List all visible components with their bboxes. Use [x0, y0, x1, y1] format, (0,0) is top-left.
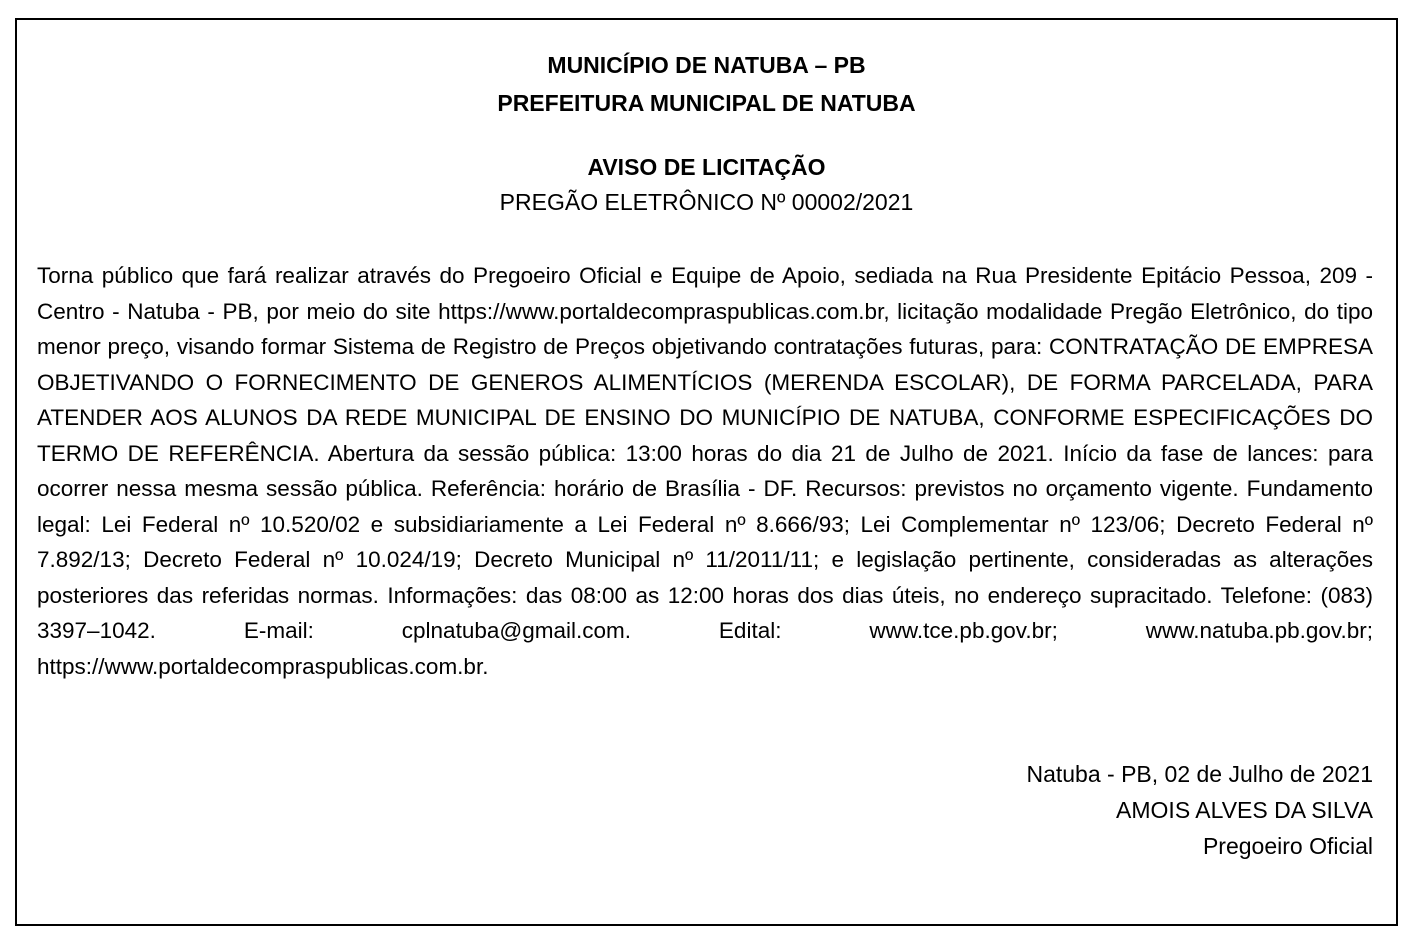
notice-frame — [15, 18, 1398, 926]
signature-name: AMOIS ALVES DA SILVA — [1116, 797, 1373, 823]
prefecture-heading: PREFEITURA MUNICIPAL DE NATUBA — [497, 90, 916, 116]
signature-place-date: Natuba - PB, 02 de Julho de 2021 — [1026, 761, 1373, 787]
notice-title: AVISO DE LICITAÇÃO — [587, 154, 826, 180]
municipality-heading: MUNICÍPIO DE NATUBA – PB — [547, 52, 866, 78]
notice-title-block — [17, 150, 1396, 220]
signature-block — [1026, 756, 1373, 864]
notice-body: Torna público que fará realizar através do Pregoeiro Oficial e Equipe de Apoio, sediada na Rua Presidente Epitácio Pessoa, 209 - Centro - Natuba - PB, por meio do site https://www.portaldecompraspublicas.com.br, licitação modalidade Pregão Eletrônico, do tipo menor preço, visando formar Sistema de Registro de Preços objetivando contratações futuras, para: CONTRATAÇÃO DE EMPRESA OBJETIVANDO O FORNECIMENTO DE GENEROS ALIMENTÍCIOS (MERENDA ESCOLAR), DE FORMA PARCELADA, PARA ATENDER AOS ALUNOS DA REDE MUNICIPAL DE ENSINO DO MUNICÍPIO DE NATUBA, CONFORME ESPECIFICAÇÕES DO TERMO DE REFERÊNCIA. Abertura da sessão pública: 13:00 horas do dia 21 de Julho de 2021. Início da fase de lances: para ocorrer nessa mesma sessão pública. Referência: horário de Brasília - DF. Recursos: previstos no orçamento vigente. Fundamento legal: Lei Federal nº 10.520/02 e subsidiariamente a Lei Federal nº 8.666/93; Lei Complementar nº 123/06; Decreto Federal nº 7.892/13; Decreto Federal nº 10.024/19; Decreto Municipal nº 11/2011/11; e legislação pertinente, consideradas as alterações posteriores das referidas normas. Informações: das 08:00 as 12:00 horas dos dias úteis, no endereço supracitado. Telefone: (083) 3397–1042. E-mail: cplnatuba@gmail.com. Edital: www.tce.pb.gov.br; www.natuba.pb.gov.br; https://www.portaldecompraspublicas.com.br. — [37, 263, 1373, 679]
notice-header — [17, 46, 1396, 122]
notice-subtitle: PREGÃO ELETRÔNICO Nº 00002/2021 — [499, 189, 914, 215]
signature-role: Pregoeiro Oficial — [1202, 833, 1373, 859]
